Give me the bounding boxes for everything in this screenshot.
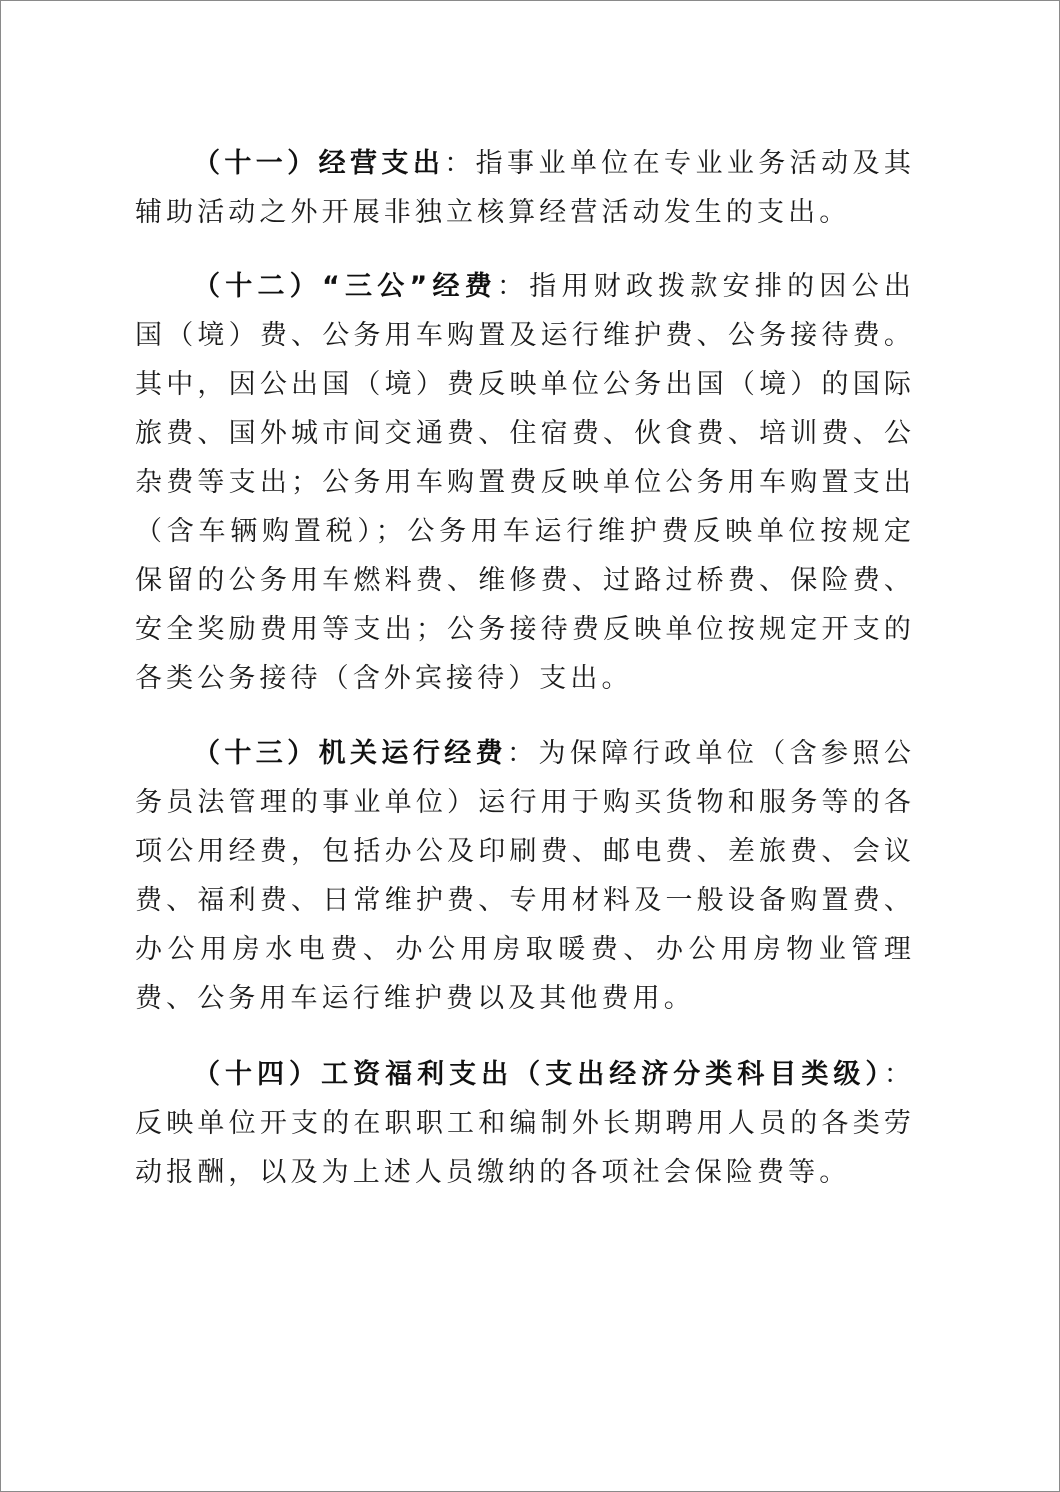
section-fourteen-body: 反映单位开支的在职职工和编制外长期聘用人员的各类劳动报酬，以及为上述人员缴纳的各项社会保险费等。 <box>135 1108 915 1188</box>
section-twelve-body: 指用财政拨款安排的因公出国（境）费、公务用车购置及运行维护费、公务接待费。其中，因公出国（境）费反映单位公务出国（境）的国际旅费、国外城市间交通费、住宿费、伙食费、培训费、公杂费等支出；公务用车购置费反映单位公务用车购置支出（含车辆购置税）；公务用车运行维护费反映单位按规定保留的公务用车燃料费、维修费、过路过桥费、保险费、安全奖励费用等支出；公务接待费反映单位按规定开支的各类公务接待（含外宾接待）支出。 <box>135 271 915 694</box>
section-thirteen-paragraph <box>135 729 915 1023</box>
section-eleven-body: 指事业单位在专业业务活动及其辅助活动之外开展非独立核算经营活动发生的支出。 <box>135 148 915 228</box>
section-thirteen-heading: （十三）机关运行经费 <box>193 738 508 769</box>
section-thirteen-colon: ： <box>507 738 539 769</box>
section-eleven-colon: ： <box>444 148 476 179</box>
section-fourteen-colon: ： <box>883 1059 915 1090</box>
section-eleven-heading: （十一）经营支出 <box>193 148 445 179</box>
section-thirteen-body: 为保障行政单位（含参照公务员法管理的事业单位）运行用于购买货物和服务等的各项公用经费，包括办公及印刷费、邮电费、差旅费、会议费、福利费、日常维护费、专用材料及一般设备购置费、办公用房水电费、办公用房取暖费、办公用房物业管理费、公务用车运行维护费以及其他费用。 <box>135 738 915 1014</box>
section-fourteen-paragraph <box>135 1050 915 1197</box>
section-twelve-heading: （十二）“三公”经费 <box>193 271 497 302</box>
section-eleven-paragraph <box>135 139 915 237</box>
section-fourteen-heading: （十四）工资福利支出（支出经济分类科目类级） <box>193 1059 884 1090</box>
section-twelve-paragraph <box>135 262 915 703</box>
section-twelve-colon: ： <box>496 271 530 302</box>
